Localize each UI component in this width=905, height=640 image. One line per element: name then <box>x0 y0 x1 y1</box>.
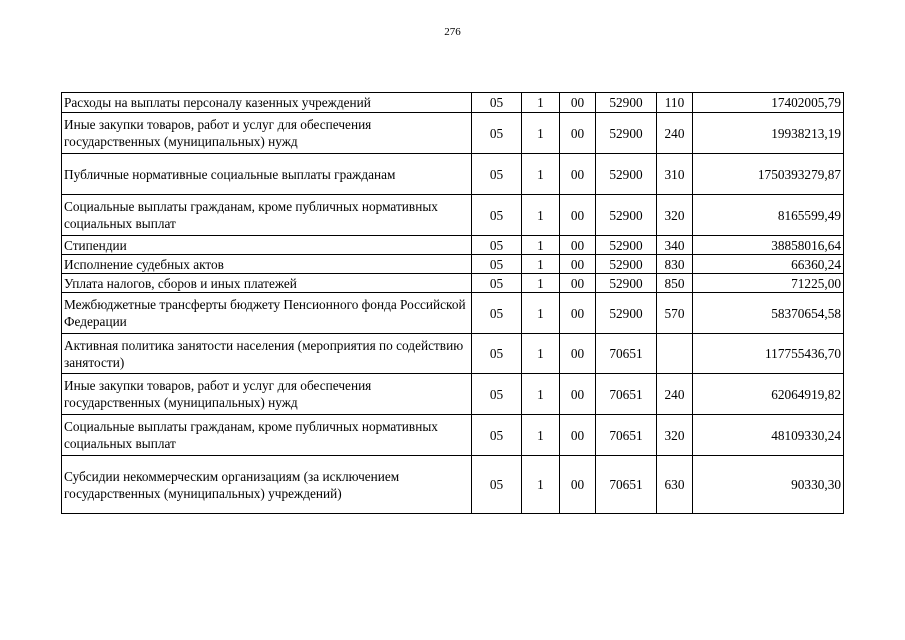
cell-program-code: 00 <box>560 293 596 334</box>
cell-section: 05 <box>472 113 522 154</box>
cell-program-code: 00 <box>560 195 596 236</box>
cell-amount: 62064919,82 <box>693 374 844 415</box>
cell-subsection: 1 <box>522 334 560 374</box>
row-description: Стипендии <box>62 236 472 255</box>
cell-amount: 19938213,19 <box>693 113 844 154</box>
row-description: Активная политика занятости населения (мероприятия по содействию занятости) <box>62 334 472 374</box>
cell-subsection: 1 <box>522 154 560 195</box>
table-row <box>62 154 844 195</box>
cell-target-code: 52900 <box>596 274 657 293</box>
table-row <box>62 415 844 456</box>
table-row <box>62 93 844 113</box>
cell-program-code: 00 <box>560 456 596 514</box>
cell-subsection: 1 <box>522 255 560 274</box>
row-description: Социальные выплаты гражданам, кроме публичных нормативных социальных выплат <box>62 195 472 236</box>
cell-expense-type: 310 <box>657 154 693 195</box>
cell-amount: 117755436,70 <box>693 334 844 374</box>
cell-target-code: 52900 <box>596 154 657 195</box>
cell-subsection: 1 <box>522 456 560 514</box>
cell-amount: 66360,24 <box>693 255 844 274</box>
cell-target-code: 52900 <box>596 293 657 334</box>
cell-section: 05 <box>472 334 522 374</box>
row-description: Субсидии некоммерческим организациям (за исключением государственных (муниципальных) учреждений) <box>62 456 472 514</box>
cell-expense-type: 340 <box>657 236 693 255</box>
row-description: Расходы на выплаты персоналу казенных учреждений <box>62 93 472 113</box>
cell-amount: 17402005,79 <box>693 93 844 113</box>
cell-program-code: 00 <box>560 154 596 195</box>
table-row <box>62 113 844 154</box>
cell-program-code: 00 <box>560 374 596 415</box>
cell-target-code: 52900 <box>596 113 657 154</box>
cell-subsection: 1 <box>522 274 560 293</box>
cell-target-code: 52900 <box>596 236 657 255</box>
table-row <box>62 456 844 514</box>
cell-amount: 38858016,64 <box>693 236 844 255</box>
cell-target-code: 52900 <box>596 255 657 274</box>
row-description: Иные закупки товаров, работ и услуг для обеспечения государственных (муниципальных) нужд <box>62 374 472 415</box>
table-row <box>62 274 844 293</box>
table-row <box>62 255 844 274</box>
cell-subsection: 1 <box>522 113 560 154</box>
cell-subsection: 1 <box>522 236 560 255</box>
cell-target-code: 70651 <box>596 374 657 415</box>
cell-expense-type <box>657 334 693 374</box>
cell-section: 05 <box>472 415 522 456</box>
row-description: Иные закупки товаров, работ и услуг для обеспечения государственных (муниципальных) нужд <box>62 113 472 154</box>
table-row <box>62 236 844 255</box>
cell-section: 05 <box>472 255 522 274</box>
cell-program-code: 00 <box>560 93 596 113</box>
cell-expense-type: 320 <box>657 195 693 236</box>
cell-program-code: 00 <box>560 255 596 274</box>
cell-expense-type: 630 <box>657 456 693 514</box>
page-number: 276 <box>444 26 461 38</box>
cell-expense-type: 830 <box>657 255 693 274</box>
cell-target-code: 70651 <box>596 456 657 514</box>
cell-program-code: 00 <box>560 236 596 255</box>
row-description: Социальные выплаты гражданам, кроме публичных нормативных социальных выплат <box>62 415 472 456</box>
cell-target-code: 52900 <box>596 195 657 236</box>
table-row <box>62 374 844 415</box>
cell-program-code: 00 <box>560 334 596 374</box>
cell-expense-type: 240 <box>657 113 693 154</box>
cell-section: 05 <box>472 274 522 293</box>
cell-expense-type: 850 <box>657 274 693 293</box>
table-row <box>62 195 844 236</box>
cell-target-code: 70651 <box>596 334 657 374</box>
row-description: Межбюджетные трансферты бюджету Пенсионного фонда Российской Федерации <box>62 293 472 334</box>
cell-amount: 90330,30 <box>693 456 844 514</box>
cell-section: 05 <box>472 456 522 514</box>
cell-section: 05 <box>472 374 522 415</box>
cell-amount: 48109330,24 <box>693 415 844 456</box>
row-description: Уплата налогов, сборов и иных платежей <box>62 274 472 293</box>
cell-program-code: 00 <box>560 274 596 293</box>
cell-program-code: 00 <box>560 113 596 154</box>
cell-expense-type: 320 <box>657 415 693 456</box>
row-description: Исполнение судебных актов <box>62 255 472 274</box>
cell-subsection: 1 <box>522 415 560 456</box>
cell-target-code: 70651 <box>596 415 657 456</box>
budget-table <box>61 92 844 514</box>
cell-program-code: 00 <box>560 415 596 456</box>
cell-expense-type: 570 <box>657 293 693 334</box>
cell-amount: 8165599,49 <box>693 195 844 236</box>
cell-section: 05 <box>472 93 522 113</box>
cell-section: 05 <box>472 195 522 236</box>
cell-subsection: 1 <box>522 195 560 236</box>
cell-expense-type: 110 <box>657 93 693 113</box>
cell-section: 05 <box>472 154 522 195</box>
cell-expense-type: 240 <box>657 374 693 415</box>
cell-subsection: 1 <box>522 293 560 334</box>
cell-amount: 58370654,58 <box>693 293 844 334</box>
table-row <box>62 293 844 334</box>
cell-target-code: 52900 <box>596 93 657 113</box>
cell-subsection: 1 <box>522 374 560 415</box>
cell-section: 05 <box>472 293 522 334</box>
cell-subsection: 1 <box>522 93 560 113</box>
cell-amount: 71225,00 <box>693 274 844 293</box>
row-description: Публичные нормативные социальные выплаты гражданам <box>62 154 472 195</box>
table-row <box>62 334 844 374</box>
cell-amount: 1750393279,87 <box>693 154 844 195</box>
cell-section: 05 <box>472 236 522 255</box>
